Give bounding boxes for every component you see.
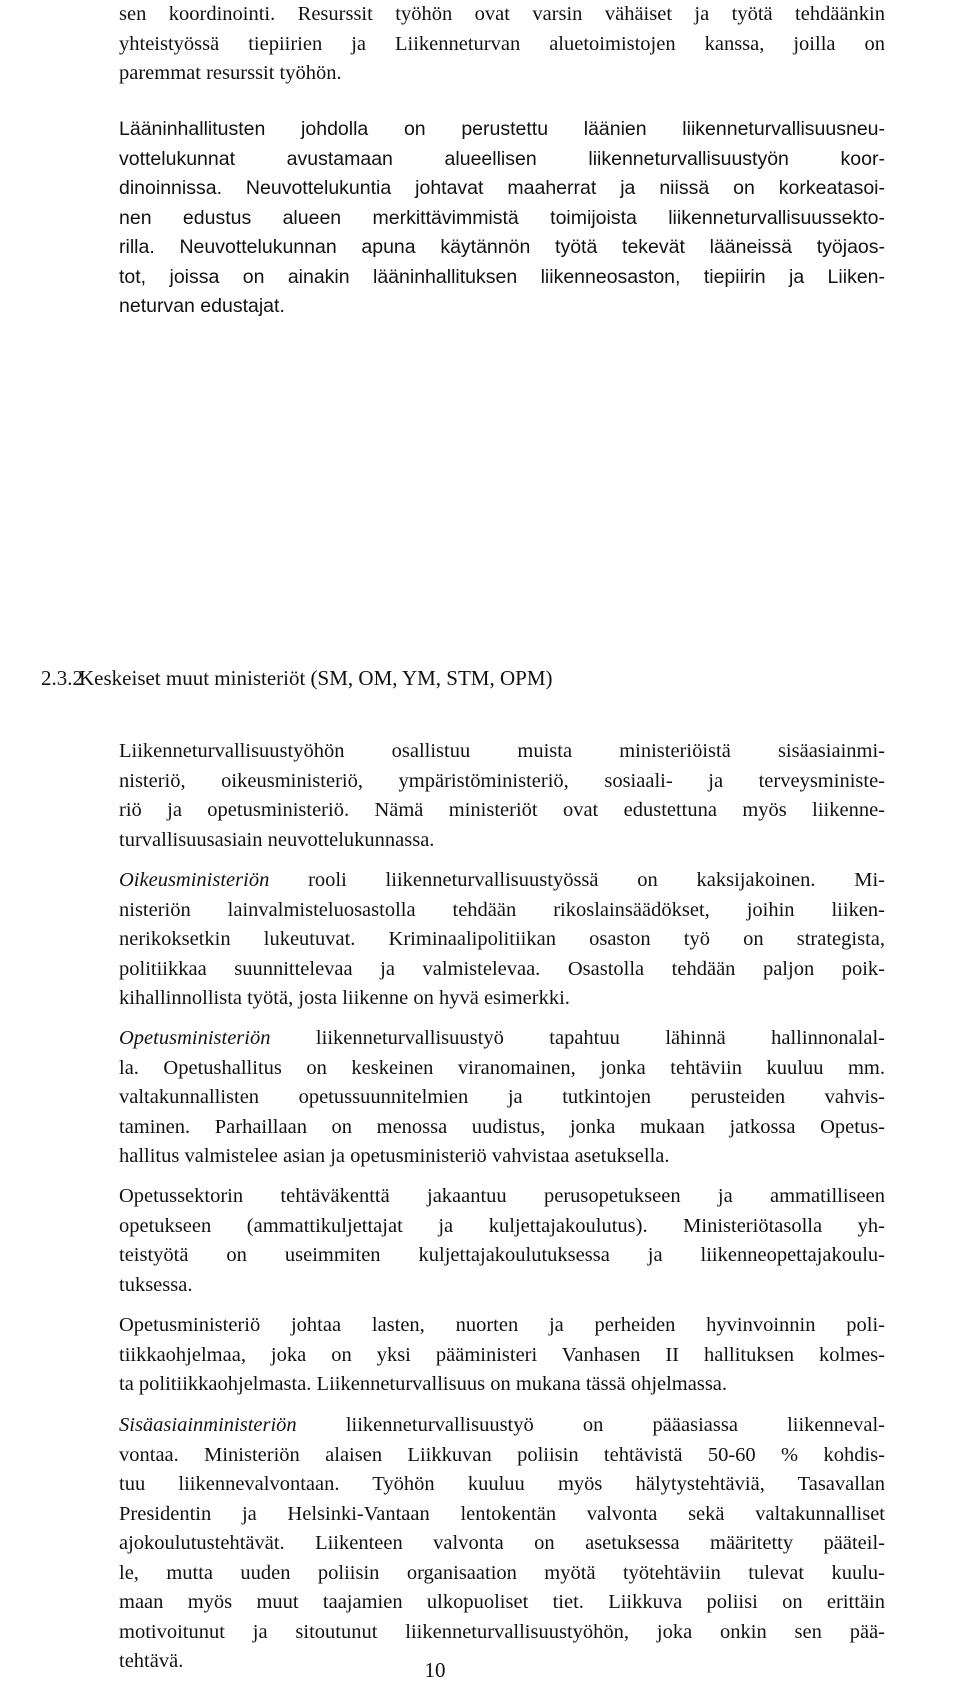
text-line: taminen. Parhaillaan on menossa uudistus, jonka mukaan jatkossa Opetus-: [119, 1115, 885, 1138]
text-fragment: liikenneturvallisuustyö tapahtuu lähinnä hallinnonalal-: [270, 1027, 885, 1049]
text-line: valtakunnallisten opetussuunnitelmien ja tutkintojen perusteiden vahvis-: [119, 1086, 885, 1108]
text-line: nisteriö, oikeusministeriö, ympäristöministeriö, sosiaali- ja terveysministe-: [119, 769, 885, 792]
text-line: turvallisuusasiain neuvottelukunnassa.: [119, 828, 435, 851]
text-line: tot, joissa on ainakin lääninhallituksen liikenneosaston, tiepiirin ja Liiken-: [119, 265, 885, 288]
text-line: neturvan edustajat.: [119, 295, 285, 317]
text-line: tehtävä.: [119, 1650, 184, 1672]
text-line: kihallinnollista työtä, josta liikenne on hyvä esimerkki.: [119, 987, 570, 1009]
text-line: le, mutta uuden poliisin organisaation myötä työtehtäviin tulevat kuulu-: [119, 1561, 885, 1584]
paragraph-ministries-intro: [119, 737, 885, 855]
text-line: motivoitunut ja sitoutunut liikenneturvallisuustyöhön, joka onkin sen pää-: [119, 1620, 885, 1643]
paragraph-ministry-of-justice: [119, 866, 885, 1014]
text-line: ajokoulutustehtävät. Liikenteen valvonta on asetuksessa määritetty pääteil-: [119, 1532, 885, 1554]
paragraph-continuation: [119, 0, 885, 89]
text-line: [119, 866, 885, 896]
text-line: teistyötä on useimmiten kuljettajakoulutuksessa ja liikenneopettajakoulu-: [119, 1244, 885, 1266]
text-line: la. Opetushallitus on keskeinen viranomainen, jonka tehtäviin kuuluu mm.: [119, 1056, 885, 1079]
text-fragment: liikenneturvallisuustyö on pääasiassa liikenneval-: [296, 1414, 885, 1436]
text-line: hallitus valmistelee asian ja opetusministeriö vahvistaa asetuksella.: [119, 1145, 670, 1167]
section-number: 2.3.2: [41, 666, 83, 690]
paragraph-policy-programme: [119, 1311, 885, 1400]
paragraph-ministry-of-education: [119, 1024, 885, 1172]
emphasis-term: Sisäasiainministeriön: [119, 1414, 297, 1436]
text-line: Opetussektorin tehtäväkenttä jakaantuu perusopetukseen ja ammatilliseen: [119, 1185, 885, 1207]
text-line: nerikoksetkin lukeutuvat. Kriminaalipolitiikan osaston työ on strategista,: [119, 928, 885, 950]
text-line: sen koordinointi. Resurssit työhön ovat varsin vähäiset ja työtä tehdäänkin: [119, 3, 885, 25]
text-line: Opetusministeriö johtaa lasten, nuorten ja perheiden hyvinvoinnin poli-: [119, 1314, 885, 1336]
text-line: [119, 1411, 885, 1441]
text-line: Presidentin ja Helsinki-Vantaan lentokentän valvonta sekä valtakunnalliset: [119, 1502, 885, 1525]
paragraph-ministry-of-interior: [119, 1411, 885, 1677]
text-line: tuu liikennevalvontaan. Työhön kuuluu myös hälytystehtäviä, Tasavallan: [119, 1473, 885, 1495]
text-line: paremmat resurssit työhön.: [119, 62, 342, 84]
text-line: yhteistyössä tiepiirien ja Liikenneturvan aluetoimistojen kanssa, joilla on: [119, 32, 885, 55]
text-line: politiikkaa suunnittelevaa ja valmistelevaa. Osastolla tehdään paljon poik-: [119, 957, 885, 980]
section-title: Keskeiset muut ministeriöt (SM, OM, YM, STM, OPM): [79, 666, 553, 690]
text-line: ta politiikkaohjelmasta. Liikenneturvallisuus on mukana tässä ohjelmassa.: [119, 1373, 728, 1395]
text-line: tiikkaohjelmaa, joka on yksi pääministeri Vanhasen II hallituksen kolmes-: [119, 1343, 885, 1366]
text-line: vontaa. Ministeriön alaisen Liikkuvan poliisin tehtävistä 50-60 % kohdis-: [119, 1443, 885, 1466]
text-line: tuksessa.: [119, 1273, 193, 1296]
emphasis-term: Opetusministeriön: [119, 1027, 271, 1049]
text-line: opetukseen (ammattikuljettajat ja kuljettajakoulutus). Ministeriötasolla yh-: [119, 1214, 885, 1237]
text-line: Lääninhallitusten johdolla on perustettu läänien liikenneturvallisuusneu-: [119, 118, 885, 140]
text-line: rilla. Neuvottelukunnan apuna käytännön työtä tekevät lääneissä työjaos-: [119, 236, 885, 258]
text-line: dinoinnissa. Neuvottelukuntia johtavat maaherrat ja niissä on korkeatasoi-: [119, 177, 885, 199]
paragraph-regional-committees: [119, 115, 885, 322]
text-line: maan myös muut taajamien ulkopuoliset tiet. Liikkuva poliisi on erittäin: [119, 1591, 885, 1613]
text-fragment: rooli liikenneturvallisuustyössä on kaksijakoinen. Mi-: [269, 869, 885, 891]
emphasis-term: Oikeusministeriön: [119, 869, 270, 891]
text-line: vottelukunnat avustamaan alueellisen liikenneturvallisuustyön koor-: [119, 147, 885, 170]
text-line: riö ja opetusministeriö. Nämä ministeriöt ovat edustettuna myös liikenne-: [119, 799, 885, 821]
text-line: [119, 1024, 885, 1054]
paragraph-education-sector: [119, 1182, 885, 1300]
text-line: nisteriön lainvalmisteluosastolla tehdään rikoslainsäädökset, joihin liiken-: [119, 898, 885, 921]
text-line: Liikenneturvallisuustyöhön osallistuu muista ministeriöistä sisäasiainmi-: [119, 740, 885, 762]
text-line: nen edustus alueen merkittävimmistä toimijoista liikenneturvallisuussekto-: [119, 206, 885, 229]
page-number: 10: [424, 1658, 446, 1682]
